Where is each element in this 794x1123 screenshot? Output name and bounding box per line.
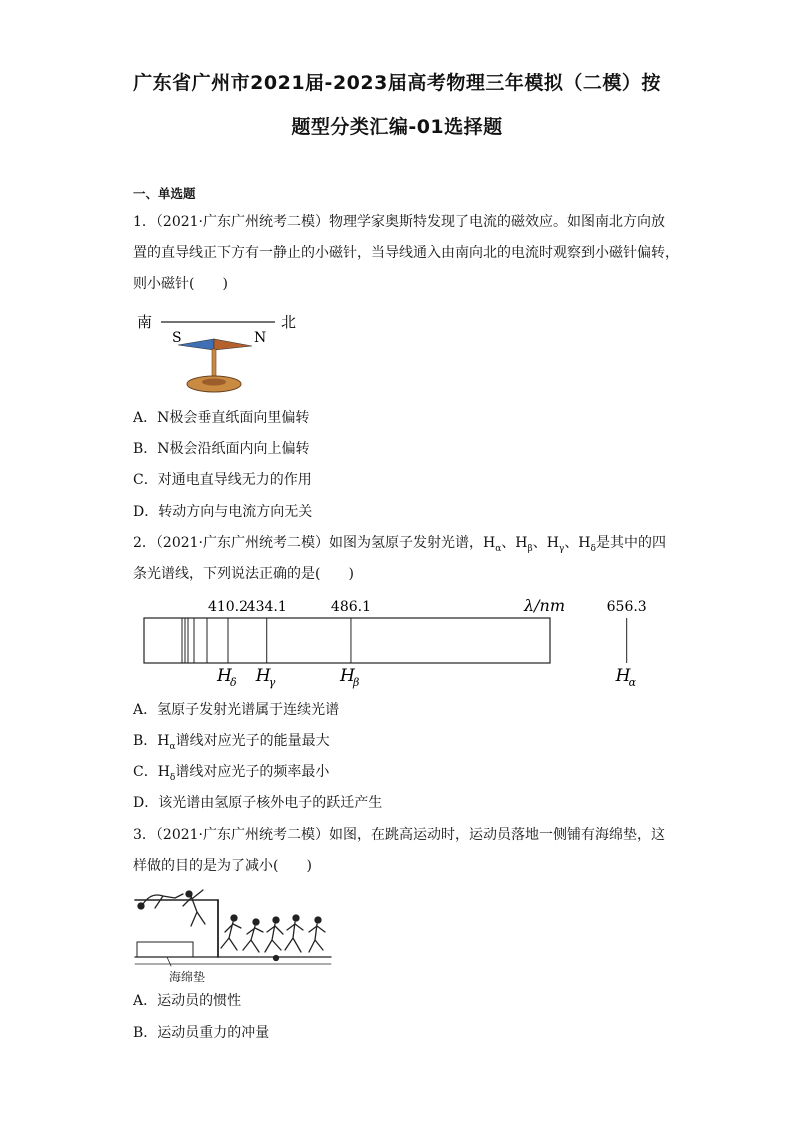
jumper-head bbox=[138, 903, 144, 909]
runner-1 bbox=[243, 926, 263, 952]
north-label: 北 bbox=[281, 313, 297, 331]
question-3-option-b: B．运动员重力的冲量 bbox=[133, 1025, 270, 1041]
high-jump-figure bbox=[133, 886, 333, 986]
jumper-takeoff bbox=[221, 922, 241, 950]
runner-1-head bbox=[253, 919, 259, 925]
line-subscript-label: γ bbox=[268, 676, 276, 689]
stand-base-top bbox=[202, 379, 226, 386]
marker-ball bbox=[274, 956, 279, 961]
hydrogen-spectrum-figure bbox=[140, 594, 647, 690]
question-1-stem-line-2: 置的直导线正下方有一静止的小磁针，当导线通入由南向北的电流时观察到小磁针偏转， bbox=[133, 245, 679, 261]
line-name-label: H bbox=[339, 666, 355, 686]
question-1-option-c: C．对通电直导线无力的作用 bbox=[133, 472, 312, 488]
wavelength-tick-label: 486.1 bbox=[330, 599, 372, 615]
s-pole-label: S bbox=[172, 330, 182, 346]
wavelength-tick-label: 410.2 bbox=[207, 599, 249, 615]
question-3-stem-line-2: 样做的目的是为了减小( ) bbox=[133, 858, 312, 874]
south-label: 南 bbox=[137, 313, 153, 331]
question-1-stem-line-3: 则小磁针( ) bbox=[133, 276, 228, 292]
h-beta-sub: β bbox=[527, 543, 533, 554]
option-c-sub: δ bbox=[169, 772, 176, 783]
jumper-takeoff-head bbox=[231, 915, 237, 921]
question-3-stem-line-1: 3．（2021·广东广州统考二模）如图，在跳高运动时，运动员落地一侧铺有海绵垫，这 bbox=[133, 827, 665, 843]
option-c-prefix: C．H bbox=[133, 764, 170, 780]
question-1-option-b: B．N极会沿纸面内向上偏转 bbox=[133, 441, 310, 457]
spectrum-box bbox=[144, 618, 550, 663]
jumper-rising-head bbox=[186, 891, 192, 897]
question-2-stem-line-2: 条光谱线，下列说法正确的是( ) bbox=[133, 566, 354, 582]
line-name-label: H bbox=[217, 666, 232, 686]
question-3-option-a: A．运动员的惯性 bbox=[133, 993, 242, 1009]
line-subscript-label: β bbox=[352, 676, 360, 689]
spectrum-unit-label: λ/nm bbox=[524, 596, 566, 615]
question-2-option-a: A．氢原子发射光谱属于连续光谱 bbox=[133, 702, 340, 718]
compass-needle-figure bbox=[128, 306, 308, 398]
question-1-option-a: A．N极会垂直纸面向里偏转 bbox=[133, 410, 310, 426]
line-name-label: H bbox=[615, 666, 631, 686]
line-subscript-label: α bbox=[628, 676, 637, 689]
sponge-mat-caption: 海绵垫 bbox=[169, 970, 206, 984]
question-2-option-d: D．该光谱由氢原子核外电子的跃迁产生 bbox=[133, 795, 383, 811]
option-b-sub: α bbox=[169, 741, 176, 752]
spectral-lines bbox=[208, 599, 647, 689]
h-gamma-sub: γ bbox=[558, 543, 565, 554]
needle-north-half bbox=[214, 339, 252, 350]
runner-4-head bbox=[315, 917, 321, 923]
section-heading: 一、单选题 bbox=[133, 186, 196, 201]
document-title-line-2: 题型分类汇编-01选择题 bbox=[291, 116, 503, 138]
question-2-stem-text-end: 是其中的四 bbox=[595, 535, 666, 551]
line-name-label: H bbox=[255, 666, 271, 686]
series-limit-lines bbox=[182, 618, 207, 663]
h-delta-sub: δ bbox=[590, 543, 596, 554]
runner-2-head bbox=[273, 917, 279, 923]
question-2-option-c bbox=[133, 762, 329, 788]
wavelength-tick-label: 434.1 bbox=[246, 599, 287, 615]
question-2-stem-line-1: 2．（2021·广东广州统考二模）如图为氢原子发射光谱，$H_\alpha$、$H_\beta$、$H_\gamma$、$H_\delta$是其中的四 bbox=[133, 535, 666, 554]
option-b-prefix: B．H bbox=[133, 733, 170, 749]
jumper-over-bar bbox=[143, 894, 183, 908]
option-b-text: 谱线对应光子的能量最大 bbox=[175, 733, 330, 749]
h-alpha-sub: α bbox=[495, 543, 502, 554]
n-pole-label: N bbox=[254, 330, 267, 346]
runner-4 bbox=[309, 924, 325, 952]
runner-3-head bbox=[293, 915, 299, 921]
runner-3 bbox=[285, 922, 303, 952]
mat-caption-pointer bbox=[167, 957, 171, 966]
document-title-line-1: 广东省广州市2021届-2023届高考物理三年模拟（二模）按 bbox=[133, 72, 661, 94]
question-1-stem-line-1: 1．（2021·广东广州统考二模）物理学家奥斯特发现了电流的磁效应。如图南北方向放 bbox=[133, 214, 665, 230]
question-2-option-b bbox=[133, 731, 330, 757]
question-1-option-d: D．转动方向与电流方向无关 bbox=[133, 504, 313, 520]
needle-south-half bbox=[178, 339, 214, 350]
line-subscript-label: δ bbox=[230, 676, 237, 689]
wavelength-tick-label: 656.3 bbox=[606, 599, 647, 615]
sponge-mat bbox=[137, 942, 193, 957]
option-c-text: 谱线对应光子的频率最小 bbox=[175, 764, 330, 780]
runner-2 bbox=[265, 924, 283, 952]
question-2-stem-text: 2．（2021·广东广州统考二模）如图为氢原子发射光谱，H bbox=[133, 535, 496, 551]
